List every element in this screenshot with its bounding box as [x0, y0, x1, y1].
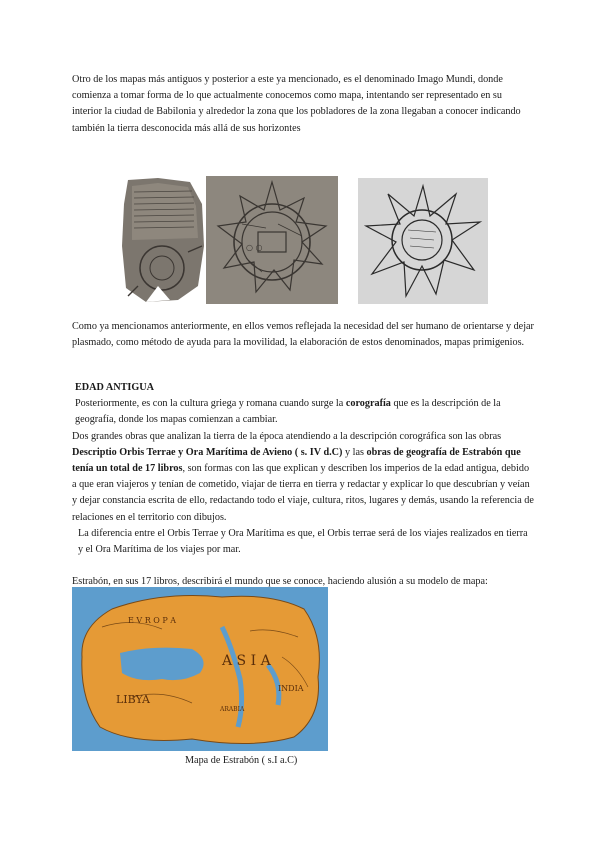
map-label-arabia: ARABIA [220, 706, 245, 713]
map-label-libya: LIBYA [116, 693, 150, 706]
section-paragraph-3: La diferencia entre el Orbis Terrae y Ora Marítima es que, el Orbis terrae será de los viajes realizados en tierra y el Ora Marítima de los viajes por mar. [78, 527, 528, 556]
figure-caption: Mapa de Estrabón ( s.I a.C) [185, 755, 298, 766]
after-images-text: Como ya mencionamos anteriormente, en ellos vemos reflejada la necesidad del ser humano de orientarse y dejar plasmado, como método de ayuda para la movilidad, la elaboración de estos denominados, mapas primigenios. [72, 321, 534, 349]
map-label-india: INDIA [278, 684, 304, 693]
after-images-paragraph [72, 319, 534, 351]
star-map-drawing-image [358, 178, 488, 304]
section-paragraph-4: Estrabón, en sus 17 libros, describirá el mundo que se conoce, haciendo alusión a su modelo de mapa: [72, 576, 488, 588]
svg-text:○ ○: ○ ○ [246, 243, 263, 252]
imago-mundi-drawing-image [206, 176, 338, 304]
edad-antigua-section [72, 380, 534, 607]
intro-text: Otro de los mapas más antiguos y posterior a este ya mencionado, es el denominado Imago Mundi, donde comienza a tomar forma de lo que actualmente conocemos como mapa, intentando ser representado en su interior la ciudad de Babilonia y alrededor la zona que los pobladores de la zona llegaban a conocer indicando también la tierra desconocida más allá de sus horizontes [72, 74, 521, 134]
strabo-map-image [72, 587, 328, 751]
map-label-europa: E V R O P A [128, 616, 177, 625]
section-paragraph-2: Dos grandes obras que analizan la tierra de la época atendiendo a la descripción corográfica son las obras Descriptio Orbis Terrae y Ora Marítima de Avieno ( s. IV d.C) y las obras de geografía de Estrabón que tenía un total de 17 libros, son formas con las que explican y describen los imperios de la edad antigua, debido a que eran viajeros y tenían de cometido, viajar de tierra en tierra y redactar y explicar lo que descubrían y veían y dejar constancia escrita de ello, redactando todo el viaje, cultura, ritos, lugares y demás, usando la referencia de relaciones en el territorio con dibujos. [72, 430, 534, 523]
section-heading: EDAD ANTIGUA [75, 382, 154, 393]
intro-paragraph [72, 72, 534, 137]
section-paragraph-1: Posteriormente, es con la cultura griega y romana cuando surge la corografía que es la descripción de la geografía, donde los mapas comienzan a cambiar. [75, 398, 501, 426]
map-label-asia: A S I A [222, 653, 271, 669]
babylonian-tablet-image [118, 176, 206, 304]
